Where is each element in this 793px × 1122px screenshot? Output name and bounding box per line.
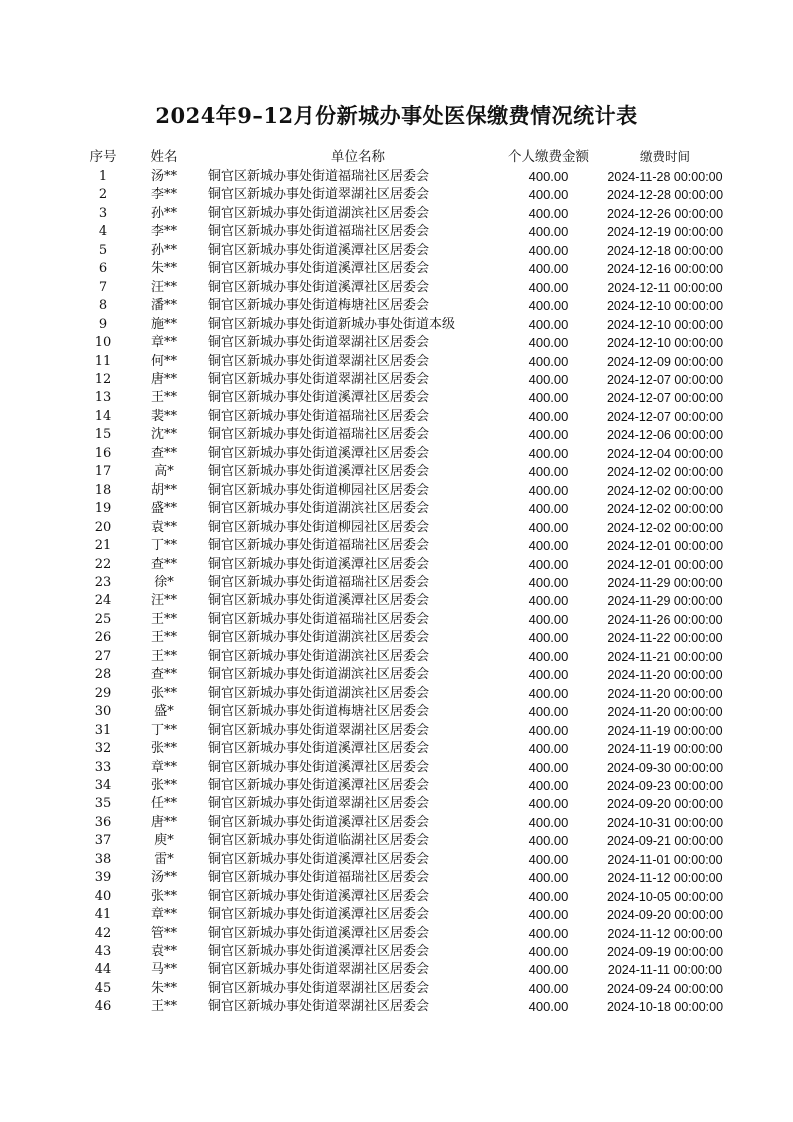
cell-unit: 铜官区新城办事处街道梅塘社区居委会 [208,704,430,720]
cell-time: 2024-11-19 00:00:00 [607,723,723,738]
cell-amount: 400.00 [528,851,569,867]
cell-index: 6 [98,261,108,277]
cell-amount: 400.00 [528,667,569,683]
cell-time: 2024-12-19 00:00:00 [606,225,724,240]
cell-name: 王** [150,630,177,646]
cell-index: 44 [94,962,112,978]
cell-amount: 400.00 [528,980,569,996]
table-row [82,906,741,924]
cell-index: 5 [98,242,108,258]
cell-index: 43 [94,944,112,960]
cell-unit: 铜官区新城办事处街道溪潭社区居委会 [208,445,430,461]
cell-unit: 铜官区新城办事处街道溪潭社区居委会 [208,464,430,480]
cell-unit: 铜官区新城办事处街道溪潭社区居委会 [208,279,430,295]
cell-amount: 400.00 [528,298,569,314]
cell-time: 2024-12-07 00:00:00 [606,409,724,424]
cell-time: 2024-09-30 00:00:00 [606,760,724,775]
cell-amount: 400.00 [528,999,569,1015]
cell-unit: 铜官区新城办事处街道临湖社区居委会 [208,833,430,849]
cell-name: 任** [150,796,177,812]
cell-amount: 400.00 [528,593,569,609]
table-row [82,426,741,444]
cell-amount: 400.00 [528,371,569,387]
cell-name: 盛** [150,501,177,517]
cell-time: 2024-12-01 00:00:00 [606,539,724,554]
table-row [82,574,741,592]
cell-index: 39 [94,870,112,886]
cell-name: 盛* [154,704,174,720]
cell-index: 33 [94,759,112,775]
cell-name: 查** [150,556,177,572]
cell-unit: 铜官区新城办事处街道湖滨社区居委会 [208,648,430,664]
table-row [82,869,741,887]
cell-name: 朱** [150,980,177,996]
table-row [82,777,741,795]
cell-time: 2024-10-05 00:00:00 [606,889,724,904]
cell-unit: 铜官区新城办事处街道新城办事处街道本级 [208,316,456,332]
cell-unit: 铜官区新城办事处街道溪潭社区居委会 [208,759,430,775]
table-row [82,279,741,297]
header-row [82,146,741,168]
cell-index: 11 [94,353,112,369]
cell-name: 管** [150,925,177,941]
cell-index: 2 [98,187,108,203]
cell-name: 庾* [154,833,174,849]
cell-time: 2024-12-02 00:00:00 [606,520,724,535]
table-row [82,685,741,703]
cell-unit: 铜官区新城办事处街道福瑞社区居委会 [208,611,430,627]
cell-index: 9 [98,316,108,332]
cell-index: 40 [94,888,112,904]
payment-table [82,146,741,1017]
cell-amount: 400.00 [528,261,569,277]
cell-index: 30 [94,704,112,720]
table-row [82,998,741,1016]
cell-amount: 400.00 [528,464,569,480]
cell-amount: 400.00 [528,501,569,517]
cell-index: 20 [94,519,112,535]
table-row [82,389,741,407]
cell-amount: 400.00 [528,445,569,461]
table-row [82,537,741,555]
cell-index: 42 [94,925,112,941]
cell-name: 王** [150,648,177,664]
cell-name: 张** [150,888,177,904]
cell-unit: 铜官区新城办事处街道福瑞社区居委会 [208,574,430,590]
cell-unit: 铜官区新城办事处街道溪潭社区居委会 [208,888,430,904]
cell-unit: 铜官区新城办事处街道福瑞社区居委会 [208,538,430,554]
cell-unit: 铜官区新城办事处街道柳园社区居委会 [208,482,430,498]
cell-unit: 铜官区新城办事处街道翠湖社区居委会 [208,371,430,387]
cell-unit: 铜官区新城办事处街道福瑞社区居委会 [208,224,430,240]
cell-name: 唐** [150,814,177,830]
cell-time: 2024-11-12 00:00:00 [607,926,723,941]
cell-name: 丁** [150,722,177,738]
cell-index: 22 [94,556,112,572]
cell-unit: 铜官区新城办事处街道翠湖社区居委会 [208,999,430,1015]
header-amount: 个人缴费金额 [508,149,589,165]
cell-amount: 400.00 [528,722,569,738]
cell-unit: 铜官区新城办事处街道溪潭社区居委会 [208,925,430,941]
cell-unit: 铜官区新城办事处街道溪潭社区居委会 [208,242,430,258]
cell-index: 17 [94,464,112,480]
cell-time: 2024-12-10 00:00:00 [606,336,724,351]
cell-unit: 铜官区新城办事处街道湖滨社区居委会 [208,205,430,221]
cell-name: 李** [150,224,177,240]
cell-name: 查** [150,445,177,461]
cell-time: 2024-11-20 00:00:00 [607,705,723,720]
cell-amount: 400.00 [528,390,569,406]
table-row [82,260,741,278]
table-body [82,168,741,1017]
cell-unit: 铜官区新城办事处街道湖滨社区居委会 [208,685,430,701]
cell-index: 14 [94,408,112,424]
cell-unit: 铜官区新城办事处街道湖滨社区居委会 [208,667,430,683]
cell-name: 丁** [150,538,177,554]
cell-unit: 铜官区新城办事处街道溪潭社区居委会 [208,851,430,867]
cell-unit: 铜官区新城办事处街道溪潭社区居委会 [208,261,430,277]
cell-time: 2024-12-18 00:00:00 [606,243,724,258]
cell-index: 4 [98,224,108,240]
table-row [82,851,741,869]
cell-time: 2024-09-21 00:00:00 [606,834,724,849]
cell-time: 2024-12-07 00:00:00 [606,391,724,406]
cell-index: 16 [94,445,112,461]
cell-time: 2024-11-29 00:00:00 [607,594,723,609]
header-time: 缴费时间 [639,149,690,164]
cell-amount: 400.00 [528,870,569,886]
cell-time: 2024-09-19 00:00:00 [606,945,724,960]
cell-amount: 400.00 [528,519,569,535]
cell-name: 袁** [150,519,177,535]
table-row [82,925,741,943]
table-row [82,205,741,223]
cell-name: 裴** [150,408,177,424]
cell-index: 29 [94,685,112,701]
cell-name: 孙** [150,242,177,258]
table-row [82,703,741,721]
cell-index: 23 [94,574,112,590]
cell-index: 34 [94,777,112,793]
table-row [82,556,741,574]
table-row [82,168,741,186]
header-unit: 单位名称 [331,149,385,165]
cell-name: 袁** [150,944,177,960]
cell-name: 沈** [150,427,177,443]
cell-time: 2024-12-11 00:00:00 [607,280,723,295]
cell-name: 何** [150,353,177,369]
cell-time: 2024-12-07 00:00:00 [606,372,724,387]
cell-amount: 400.00 [528,482,569,498]
cell-name: 雷* [154,851,174,867]
cell-index: 12 [94,371,112,387]
cell-time: 2024-11-29 00:00:00 [607,575,723,590]
cell-name: 马** [150,962,177,978]
cell-time: 2024-09-20 00:00:00 [606,797,724,812]
cell-index: 15 [94,427,112,443]
cell-time: 2024-11-20 00:00:00 [607,686,723,701]
table-row [82,500,741,518]
cell-amount: 400.00 [528,279,569,295]
cell-unit: 铜官区新城办事处街道翠湖社区居委会 [208,796,430,812]
cell-amount: 400.00 [528,538,569,554]
cell-index: 8 [98,298,108,314]
cell-time: 2024-12-10 00:00:00 [606,299,724,314]
cell-time: 2024-12-26 00:00:00 [606,206,724,221]
cell-unit: 铜官区新城办事处街道柳园社区居委会 [208,519,430,535]
cell-time: 2024-12-02 00:00:00 [606,483,724,498]
cell-unit: 铜官区新城办事处街道福瑞社区居委会 [208,408,430,424]
cell-name: 汪** [150,593,177,609]
cell-index: 41 [94,907,112,923]
cell-name: 张** [150,777,177,793]
cell-unit: 铜官区新城办事处街道溪潭社区居委会 [208,741,430,757]
cell-name: 王** [150,390,177,406]
cell-amount: 400.00 [528,925,569,941]
table-row [82,316,741,334]
table-row [82,980,741,998]
cell-amount: 400.00 [528,335,569,351]
cell-name: 汤** [150,169,177,184]
table-row [82,629,741,647]
cell-index: 46 [94,999,112,1015]
cell-amount: 400.00 [528,648,569,664]
cell-name: 唐** [150,371,177,387]
table-row [82,463,741,481]
cell-time: 2024-09-20 00:00:00 [606,908,724,923]
cell-time: 2024-11-20 00:00:00 [607,668,723,683]
cell-unit: 铜官区新城办事处街道翠湖社区居委会 [208,962,430,978]
cell-time: 2024-12-04 00:00:00 [606,446,724,461]
table-row [82,334,741,352]
table-row [82,648,741,666]
cell-amount: 400.00 [528,777,569,793]
cell-index: 26 [94,630,112,646]
cell-unit: 铜官区新城办事处街道湖滨社区居委会 [208,501,430,517]
cell-unit: 铜官区新城办事处街道溪潭社区居委会 [208,593,430,609]
cell-amount: 400.00 [528,907,569,923]
cell-name: 孙** [150,205,177,221]
cell-time: 2024-10-31 00:00:00 [606,815,724,830]
table-row [82,888,741,906]
cell-amount: 400.00 [528,759,569,775]
cell-time: 2024-12-02 00:00:00 [606,502,724,517]
table-row [82,759,741,777]
cell-name: 徐* [154,574,174,590]
table-row [82,943,741,961]
cell-unit: 铜官区新城办事处街道溪潭社区居委会 [208,944,430,960]
table-row [82,297,741,315]
table-row [82,353,741,371]
table-row [82,445,741,463]
cell-name: 张** [150,685,177,701]
table-header [82,146,741,168]
cell-amount: 400.00 [528,224,569,240]
cell-index: 37 [94,833,112,849]
cell-unit: 铜官区新城办事处街道翠湖社区居委会 [208,335,430,351]
cell-index: 27 [94,648,112,664]
cell-amount: 400.00 [528,187,569,203]
cell-index: 31 [94,722,112,738]
cell-amount: 400.00 [528,611,569,627]
cell-amount: 400.00 [528,833,569,849]
cell-time: 2024-12-16 00:00:00 [606,262,724,277]
table-row [82,242,741,260]
cell-time: 2024-09-23 00:00:00 [606,778,724,793]
cell-amount: 400.00 [528,353,569,369]
cell-time: 2024-12-02 00:00:00 [606,465,724,480]
cell-time: 2024-12-06 00:00:00 [606,428,724,443]
cell-name: 张** [150,741,177,757]
header-name: 姓名 [150,149,178,165]
cell-index: 36 [94,814,112,830]
cell-index: 18 [94,482,112,498]
cell-index: 45 [94,980,112,996]
cell-amount: 400.00 [528,427,569,443]
cell-name: 王** [150,611,177,627]
cell-amount: 400.00 [528,242,569,258]
cell-unit: 铜官区新城办事处街道溪潭社区居委会 [208,814,430,830]
cell-index: 13 [94,390,112,406]
cell-index: 38 [94,851,112,867]
cell-time: 2024-11-19 00:00:00 [607,742,723,757]
cell-amount: 400.00 [528,796,569,812]
cell-unit: 铜官区新城办事处街道梅塘社区居委会 [208,298,430,314]
cell-name: 汪** [150,279,177,295]
cell-unit: 铜官区新城办事处街道翠湖社区居委会 [208,722,430,738]
cell-unit: 铜官区新城办事处街道翠湖社区居委会 [208,187,430,203]
table-row [82,814,741,832]
cell-amount: 400.00 [528,944,569,960]
cell-name: 施** [150,316,177,332]
cell-name: 汤** [150,870,177,886]
cell-amount: 400.00 [528,574,569,590]
table-row [82,795,741,813]
cell-amount: 400.00 [528,888,569,904]
cell-unit: 铜官区新城办事处街道溪潭社区居委会 [208,390,430,406]
cell-time: 2024-12-10 00:00:00 [606,317,724,332]
cell-name: 胡** [150,482,177,498]
cell-time: 2024-11-26 00:00:00 [607,612,723,627]
cell-time: 2024-09-24 00:00:00 [606,981,724,996]
table-row [82,961,741,979]
cell-amount: 400.00 [528,685,569,701]
cell-name: 章** [150,759,177,775]
cell-unit: 铜官区新城办事处街道福瑞社区居委会 [208,169,430,184]
cell-name: 高* [154,464,174,480]
cell-time: 2024-11-12 00:00:00 [607,871,723,886]
header-index: 序号 [89,149,117,165]
cell-index: 10 [94,335,112,351]
table-row [82,371,741,389]
cell-name: 李** [150,187,177,203]
cell-time: 2024-11-11 00:00:00 [607,963,723,978]
cell-unit: 铜官区新城办事处街道翠湖社区居委会 [208,353,430,369]
table-row [82,740,741,758]
table-row [82,408,741,426]
cell-time: 2024-11-21 00:00:00 [607,649,723,664]
cell-index: 19 [94,501,112,517]
cell-name: 章** [150,335,177,351]
cell-time: 2024-12-28 00:00:00 [606,188,724,203]
cell-index: 32 [94,741,112,757]
table-row [82,832,741,850]
table-row [82,592,741,610]
cell-unit: 铜官区新城办事处街道福瑞社区居委会 [208,427,430,443]
cell-amount: 400.00 [528,205,569,221]
cell-amount: 400.00 [528,741,569,757]
cell-unit: 铜官区新城办事处街道溪潭社区居委会 [208,556,430,572]
cell-index: 28 [94,667,112,683]
cell-unit: 铜官区新城办事处街道福瑞社区居委会 [208,870,430,886]
cell-amount: 400.00 [528,630,569,646]
table-row [82,482,741,500]
cell-name: 王** [150,999,177,1015]
cell-name: 查** [150,667,177,683]
cell-time: 2024-11-22 00:00:00 [607,631,723,646]
table-row [82,223,741,241]
cell-index: 25 [94,611,112,627]
cell-index: 3 [98,205,108,221]
cell-index: 21 [94,538,112,554]
table-row [82,186,741,204]
cell-amount: 400.00 [528,814,569,830]
cell-amount: 400.00 [528,408,569,424]
cell-time: 2024-11-28 00:00:00 [607,170,723,184]
cell-time: 2024-10-18 00:00:00 [606,1000,724,1015]
cell-unit: 铜官区新城办事处街道溪潭社区居委会 [208,777,430,793]
cell-time: 2024-11-01 00:00:00 [607,852,723,867]
table-row [82,519,741,537]
cell-time: 2024-12-01 00:00:00 [606,557,724,572]
cell-index: 35 [94,796,112,812]
cell-index: 1 [98,169,108,184]
cell-time: 2024-12-09 00:00:00 [606,354,724,369]
document-title: 2024年9–12月份新城办事处医保缴费情况统计表 [155,103,638,128]
cell-unit: 铜官区新城办事处街道翠湖社区居委会 [208,980,430,996]
cell-amount: 400.00 [528,962,569,978]
cell-name: 潘** [150,298,177,314]
table-row [82,666,741,684]
cell-unit: 铜官区新城办事处街道溪潭社区居委会 [208,907,430,923]
table-row [82,611,741,629]
cell-index: 7 [98,279,108,295]
cell-unit: 铜官区新城办事处街道湖滨社区居委会 [208,630,430,646]
table-row [82,722,741,740]
cell-name: 朱** [150,261,177,277]
cell-amount: 400.00 [528,556,569,572]
cell-index: 24 [94,593,112,609]
cell-name: 章** [150,907,177,923]
cell-amount: 400.00 [528,316,569,332]
cell-amount: 400.00 [528,704,569,720]
cell-amount: 400.00 [528,169,569,184]
